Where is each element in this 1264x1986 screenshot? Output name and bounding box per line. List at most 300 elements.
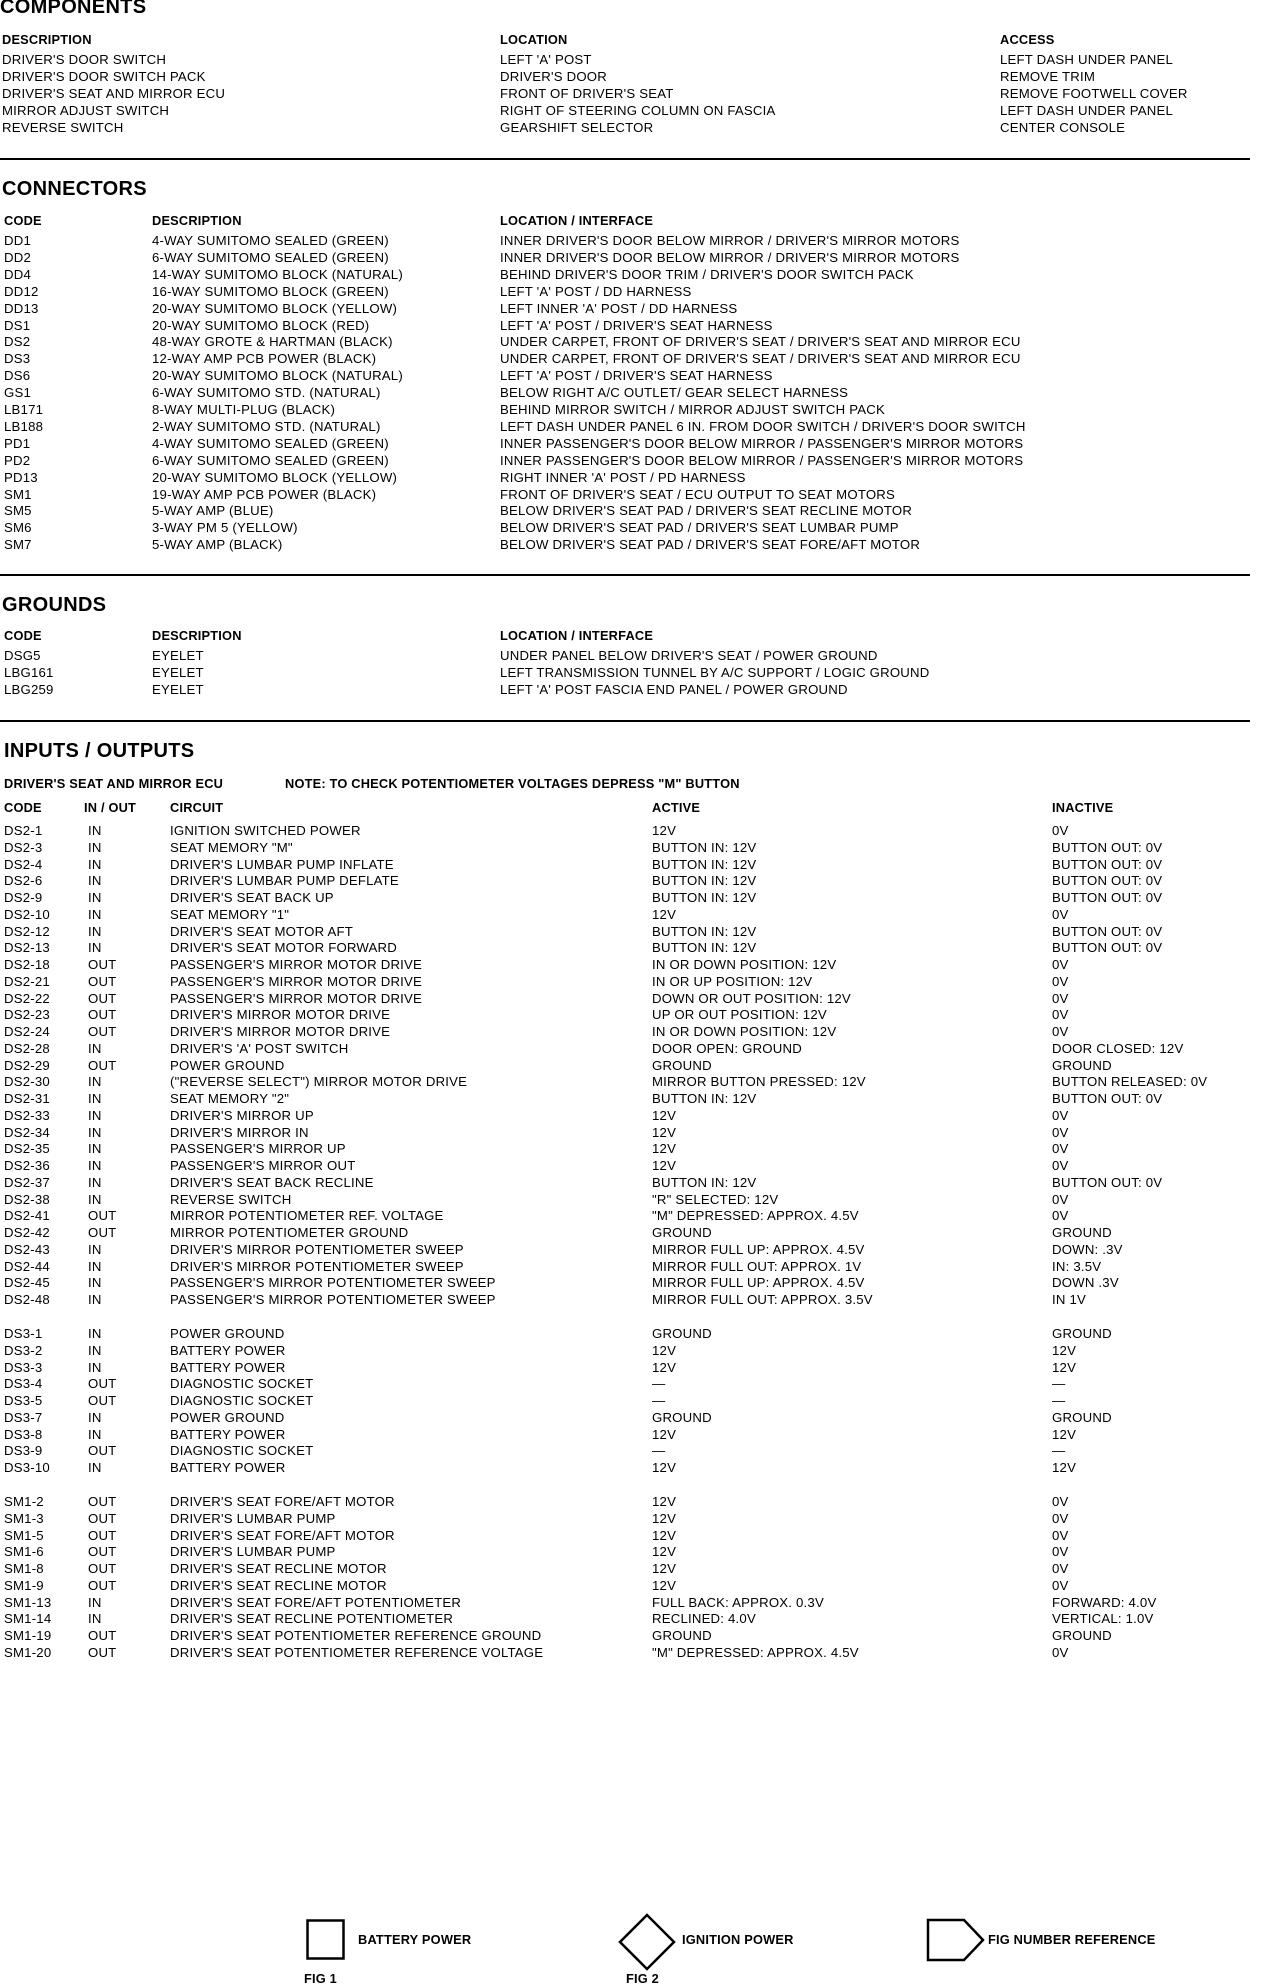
- io-active: IN OR UP POSITION: 12V: [652, 973, 813, 989]
- connector-location: LEFT 'A' POST / DRIVER'S SEAT HARNESS: [500, 368, 773, 384]
- connectors-header-description: DESCRIPTION: [152, 213, 242, 228]
- connector-code: GS1: [4, 385, 31, 401]
- io-code: DS2-18: [4, 957, 50, 972]
- connector-description: 4-WAY SUMITOMO SEALED (GREEN): [152, 435, 389, 451]
- connector-description: 20-WAY SUMITOMO BLOCK (RED): [152, 317, 370, 333]
- components-row-description: DRIVER'S DOOR SWITCH PACK: [2, 68, 206, 84]
- io-inout: OUT: [88, 1544, 117, 1560]
- io-code: DS2-45: [4, 1275, 50, 1291]
- io-inactive: 0V: [1052, 1208, 1069, 1224]
- io-inactive: —: [1052, 1443, 1066, 1459]
- io-circuit: DIAGNOSTIC SOCKET: [170, 1443, 314, 1459]
- io-inout: IN: [88, 1241, 102, 1257]
- connector-code: DD4: [4, 266, 31, 282]
- io-inactive: 0V: [1052, 1007, 1069, 1023]
- io-header-inactive: INACTIVE: [1052, 800, 1114, 815]
- io-inout: OUT: [88, 1527, 117, 1543]
- connector-location: UNDER CARPET, FRONT OF DRIVER'S SEAT / DRIVER'S SEAT AND MIRROR ECU: [500, 334, 1021, 350]
- io-inactive: IN 1V: [1052, 1292, 1086, 1307]
- io-code: SM1-19: [4, 1628, 52, 1643]
- io-inout: IN: [88, 1409, 102, 1425]
- diamond-icon: [618, 1913, 676, 1971]
- io-inout: OUT: [88, 1208, 117, 1224]
- io-inactive: 0V: [1052, 1191, 1069, 1207]
- legend-fig-number-reference-label: FIG NUMBER REFERENCE: [988, 1932, 1156, 1947]
- io-inactive: 0V: [1052, 1577, 1069, 1593]
- connector-code: SM1: [4, 486, 32, 502]
- io-circuit: DRIVER'S LUMBAR PUMP DEFLATE: [170, 873, 399, 889]
- io-inactive: 12V: [1052, 1426, 1077, 1442]
- io-inout: IN: [88, 1594, 102, 1610]
- ground-code: LBG161: [4, 664, 54, 680]
- io-code: SM1-9: [4, 1577, 44, 1593]
- connector-description: 20-WAY SUMITOMO BLOCK (YELLOW): [152, 469, 398, 485]
- io-inout: IN: [88, 839, 102, 855]
- components-header-location: LOCATION: [500, 32, 568, 47]
- components-row-description: DRIVER'S DOOR SWITCH: [2, 52, 167, 67]
- io-code: SM1-3: [4, 1510, 44, 1526]
- io-inout: OUT: [88, 1443, 117, 1459]
- connector-location: LEFT DASH UNDER PANEL 6 IN. FROM DOOR SWITCH / DRIVER'S DOOR SWITCH: [500, 418, 1026, 434]
- io-inout: IN: [88, 1107, 102, 1123]
- io-inactive: 0V: [1052, 990, 1069, 1006]
- io-inout: IN: [88, 1611, 102, 1627]
- connector-description: 48-WAY GROTE & HARTMAN (BLACK): [152, 334, 393, 350]
- io-circuit: DRIVER'S SEAT RECLINE MOTOR: [170, 1577, 387, 1593]
- connector-code: DD13: [4, 300, 39, 316]
- io-code: DS3-10: [4, 1460, 50, 1475]
- io-header-code: CODE: [4, 800, 42, 815]
- io-inactive: BUTTON RELEASED: 0V: [1052, 1074, 1208, 1090]
- connector-description: 12-WAY AMP PCB POWER (BLACK): [152, 351, 377, 367]
- connector-location: LEFT 'A' POST / DD HARNESS: [500, 283, 692, 299]
- io-header-active: ACTIVE: [652, 800, 701, 815]
- io-code: DS2-48: [4, 1292, 50, 1307]
- io-circuit: DRIVER'S LUMBAR PUMP: [170, 1544, 336, 1560]
- io-inout: OUT: [88, 1024, 117, 1039]
- io-active: —: [652, 1393, 666, 1408]
- io-code: DS2-23: [4, 1007, 50, 1023]
- io-inout: IN: [88, 923, 102, 939]
- io-active: GROUND: [652, 1326, 712, 1341]
- io-inout: OUT: [88, 1628, 117, 1643]
- io-active: 12V: [652, 1141, 677, 1157]
- io-active: MIRROR FULL UP: APPROX. 4.5V: [652, 1241, 865, 1257]
- io-inout: OUT: [88, 1376, 117, 1392]
- io-circuit: BATTERY POWER: [170, 1460, 286, 1475]
- io-inout: IN: [88, 1275, 102, 1291]
- io-inactive: GROUND: [1052, 1057, 1112, 1073]
- io-inout: OUT: [88, 1057, 117, 1073]
- io-inactive: 0V: [1052, 1510, 1069, 1526]
- io-circuit: ("REVERSE SELECT") MIRROR MOTOR DRIVE: [170, 1074, 468, 1090]
- io-circuit: DRIVER'S SEAT BACK UP: [170, 890, 334, 905]
- io-circuit: DRIVER'S MIRROR POTENTIOMETER SWEEP: [170, 1258, 464, 1274]
- io-inactive: BUTTON OUT: 0V: [1052, 923, 1163, 939]
- io-active: MIRROR FULL OUT: APPROX. 1V: [652, 1258, 862, 1274]
- io-active: —: [652, 1443, 666, 1459]
- io-header-inout: IN / OUT: [84, 800, 137, 815]
- connector-location: BELOW DRIVER'S SEAT PAD / DRIVER'S SEAT RECLINE MOTOR: [500, 503, 913, 519]
- io-code: DS2-9: [4, 890, 43, 905]
- io-inout: OUT: [88, 1577, 117, 1593]
- io-code: DS2-43: [4, 1241, 50, 1257]
- ground-location: LEFT 'A' POST FASCIA END PANEL / POWER GROUND: [500, 681, 848, 697]
- connector-description: 6-WAY SUMITOMO SEALED (GREEN): [152, 249, 389, 265]
- components-header-description: DESCRIPTION: [2, 32, 92, 47]
- io-inactive: DOOR CLOSED: 12V: [1052, 1040, 1184, 1056]
- io-active: 12V: [652, 823, 677, 838]
- connector-location: LEFT INNER 'A' POST / DD HARNESS: [500, 300, 738, 316]
- io-circuit: SEAT MEMORY "2": [170, 1091, 290, 1106]
- io-inout: OUT: [88, 1644, 117, 1660]
- connector-description: 2-WAY SUMITOMO STD. (NATURAL): [152, 418, 381, 434]
- io-inout: IN: [88, 1258, 102, 1274]
- connector-description: 5-WAY AMP (BLUE): [152, 503, 274, 519]
- io-code: DS3-5: [4, 1393, 43, 1408]
- io-active: GROUND: [652, 1628, 712, 1643]
- io-inout: IN: [88, 1158, 102, 1173]
- connectors-header-code: CODE: [4, 213, 42, 228]
- connector-code: DS2: [4, 334, 31, 350]
- connector-description: 20-WAY SUMITOMO BLOCK (NATURAL): [152, 368, 403, 384]
- io-inactive: 0V: [1052, 1124, 1069, 1140]
- io-code: DS2-44: [4, 1258, 50, 1274]
- grounds-header-location: LOCATION / INTERFACE: [500, 628, 654, 643]
- io-code: DS2-35: [4, 1141, 50, 1157]
- io-inout: OUT: [88, 1494, 117, 1509]
- io-inactive: GROUND: [1052, 1628, 1112, 1643]
- io-code: DS2-12: [4, 923, 50, 939]
- io-active: BUTTON IN: 12V: [652, 1174, 757, 1190]
- square-icon: [306, 1919, 346, 1961]
- io-circuit: PASSENGER'S MIRROR OUT: [170, 1158, 356, 1173]
- io-active: "M" DEPRESSED: APPROX. 4.5V: [652, 1644, 859, 1660]
- connector-description: 5-WAY AMP (BLACK): [152, 537, 283, 553]
- io-inout: IN: [88, 1124, 102, 1140]
- io-active: BUTTON IN: 12V: [652, 940, 757, 956]
- io-active: UP OR OUT POSITION: 12V: [652, 1007, 827, 1023]
- io-inactive: BUTTON OUT: 0V: [1052, 839, 1163, 855]
- connector-location: RIGHT INNER 'A' POST / PD HARNESS: [500, 469, 746, 485]
- connector-location: INNER PASSENGER'S DOOR BELOW MIRROR / PASSENGER'S MIRROR MOTORS: [500, 435, 1024, 451]
- io-inactive: 0V: [1052, 1527, 1069, 1543]
- io-circuit: DRIVER'S MIRROR MOTOR DRIVE: [170, 1007, 391, 1023]
- ground-location: UNDER PANEL BELOW DRIVER'S SEAT / POWER GROUND: [500, 648, 878, 663]
- io-inactive: BUTTON OUT: 0V: [1052, 940, 1163, 956]
- components-row-location: DRIVER'S DOOR: [500, 68, 607, 84]
- components-row-location: FRONT OF DRIVER'S SEAT: [500, 85, 674, 101]
- io-circuit: PASSENGER'S MIRROR POTENTIOMETER SWEEP: [170, 1275, 496, 1291]
- io-code: DS2-42: [4, 1225, 50, 1240]
- connector-code: DD1: [4, 233, 31, 248]
- io-active: 12V: [652, 1460, 677, 1475]
- io-active: 12V: [652, 1426, 677, 1442]
- io-inactive: GROUND: [1052, 1326, 1112, 1341]
- io-circuit: BATTERY POWER: [170, 1342, 286, 1358]
- io-inout: IN: [88, 1174, 102, 1190]
- io-code: SM1-6: [4, 1544, 44, 1560]
- io-inactive: 0V: [1052, 1561, 1069, 1576]
- io-active: 12V: [652, 1359, 677, 1375]
- ground-description: EYELET: [152, 648, 204, 663]
- io-inout: IN: [88, 1426, 102, 1442]
- connector-code: DS3: [4, 351, 31, 367]
- io-circuit: BATTERY POWER: [170, 1359, 286, 1375]
- io-active: BUTTON IN: 12V: [652, 839, 757, 855]
- pentagon-arrow-icon: [926, 1918, 986, 1962]
- io-code: SM1-20: [4, 1644, 52, 1660]
- io-inactive: GROUND: [1052, 1225, 1112, 1240]
- io-code: DS3-3: [4, 1359, 43, 1375]
- io-active: 12V: [652, 1124, 677, 1140]
- io-code: DS3-4: [4, 1376, 43, 1392]
- io-inactive: 0V: [1052, 957, 1069, 972]
- io-active: BUTTON IN: 12V: [652, 1091, 757, 1106]
- io-active: 12V: [652, 1577, 677, 1593]
- io-code: DS2-13: [4, 940, 50, 956]
- ground-code: LBG259: [4, 681, 54, 697]
- io-circuit: DRIVER'S SEAT RECLINE MOTOR: [170, 1561, 387, 1576]
- connector-description: 19-WAY AMP PCB POWER (BLACK): [152, 486, 377, 502]
- io-active: 12V: [652, 1158, 677, 1173]
- connector-code: DD2: [4, 249, 31, 265]
- connector-location: INNER DRIVER'S DOOR BELOW MIRROR / DRIVER'S MIRROR MOTORS: [500, 233, 960, 248]
- io-active: IN OR DOWN POSITION: 12V: [652, 1024, 837, 1039]
- io-circuit: POWER GROUND: [170, 1409, 285, 1425]
- io-inactive: GROUND: [1052, 1409, 1112, 1425]
- components-header-access: ACCESS: [1000, 32, 1055, 47]
- io-circuit: DRIVER'S SEAT POTENTIOMETER REFERENCE GROUND: [170, 1628, 542, 1643]
- components-row-access: REMOVE FOOTWELL COVER: [1000, 85, 1188, 101]
- io-active: BUTTON IN: 12V: [652, 923, 757, 939]
- io-circuit: DIAGNOSTIC SOCKET: [170, 1376, 314, 1392]
- connector-location: LEFT 'A' POST / DRIVER'S SEAT HARNESS: [500, 317, 773, 333]
- io-inout: IN: [88, 1040, 102, 1056]
- io-active: 12V: [652, 1561, 677, 1576]
- connector-description: 6-WAY SUMITOMO SEALED (GREEN): [152, 452, 389, 468]
- io-code: DS2-24: [4, 1024, 50, 1039]
- io-active: DOWN OR OUT POSITION: 12V: [652, 990, 851, 1006]
- io-active: BUTTON IN: 12V: [652, 890, 757, 905]
- components-title: COMPONENTS: [0, 0, 147, 18]
- io-inactive: IN: 3.5V: [1052, 1258, 1102, 1274]
- io-code: SM1-13: [4, 1594, 52, 1610]
- connector-code: DD12: [4, 283, 39, 299]
- io-circuit: DRIVER'S SEAT MOTOR FORWARD: [170, 940, 397, 956]
- ground-code: DSG5: [4, 648, 41, 663]
- io-code: DS2-10: [4, 906, 50, 922]
- io-active: 12V: [652, 1342, 677, 1358]
- io-inout: IN: [88, 823, 102, 838]
- io-inout: OUT: [88, 1510, 117, 1526]
- io-active: —: [652, 1376, 666, 1392]
- io-inactive: DOWN .3V: [1052, 1275, 1119, 1291]
- components-row-access: LEFT DASH UNDER PANEL: [1000, 102, 1173, 118]
- connector-description: 16-WAY SUMITOMO BLOCK (GREEN): [152, 283, 389, 299]
- io-circuit: DRIVER'S SEAT FORE/AFT POTENTIOMETER: [170, 1594, 462, 1610]
- io-inout: OUT: [88, 957, 117, 972]
- io-active: 12V: [652, 1494, 677, 1509]
- components-row-description: REVERSE SWITCH: [2, 119, 124, 135]
- io-code: DS2-3: [4, 839, 43, 855]
- io-active: GROUND: [652, 1409, 712, 1425]
- io-inout: IN: [88, 1141, 102, 1157]
- io-code: DS2-4: [4, 856, 43, 872]
- io-circuit: DRIVER'S SEAT MOTOR AFT: [170, 923, 353, 939]
- connector-location: UNDER CARPET, FRONT OF DRIVER'S SEAT / DRIVER'S SEAT AND MIRROR ECU: [500, 351, 1021, 367]
- io-code: SM1-5: [4, 1527, 44, 1543]
- section-divider: [0, 720, 1250, 722]
- io-inactive: 0V: [1052, 1141, 1069, 1157]
- io-code: DS2-28: [4, 1040, 50, 1056]
- io-circuit: REVERSE SWITCH: [170, 1191, 292, 1207]
- connectors-title: CONNECTORS: [2, 178, 147, 200]
- io-code: DS3-2: [4, 1342, 43, 1358]
- io-active: RECLINED: 4.0V: [652, 1611, 756, 1627]
- connector-location: BELOW DRIVER'S SEAT PAD / DRIVER'S SEAT LUMBAR PUMP: [500, 520, 899, 536]
- io-inactive: —: [1052, 1393, 1066, 1408]
- io-inout: IN: [88, 890, 102, 905]
- connector-code: SM5: [4, 503, 32, 519]
- io-inout: IN: [88, 1460, 102, 1475]
- io-code: DS2-21: [4, 973, 50, 989]
- io-inout: OUT: [88, 1225, 117, 1240]
- io-code: DS2-33: [4, 1107, 50, 1123]
- io-active: GROUND: [652, 1057, 712, 1073]
- legend-fig-2: FIG 2: [626, 1971, 659, 1986]
- io-circuit: DRIVER'S 'A' POST SWITCH: [170, 1040, 349, 1056]
- io-code: DS3-8: [4, 1426, 43, 1442]
- io-circuit: IGNITION SWITCHED POWER: [170, 823, 361, 838]
- connectors-header-location: LOCATION / INTERFACE: [500, 213, 654, 228]
- io-circuit: DRIVER'S SEAT BACK RECLINE: [170, 1174, 374, 1190]
- connector-description: 14-WAY SUMITOMO BLOCK (NATURAL): [152, 266, 403, 282]
- io-inout: OUT: [88, 973, 117, 989]
- connector-location: BELOW RIGHT A/C OUTLET/ GEAR SELECT HARNESS: [500, 385, 849, 401]
- legend-fig-1: FIG 1: [304, 1971, 337, 1986]
- ground-description: EYELET: [152, 681, 204, 697]
- connector-code: PD13: [4, 469, 38, 485]
- io-inout: OUT: [88, 1393, 117, 1408]
- connector-code: DS6: [4, 368, 31, 384]
- io-active: MIRROR BUTTON PRESSED: 12V: [652, 1074, 866, 1090]
- io-active: GROUND: [652, 1225, 712, 1240]
- io-inout: IN: [88, 1191, 102, 1207]
- io-active: 12V: [652, 1544, 677, 1560]
- io-inactive: BUTTON OUT: 0V: [1052, 873, 1163, 889]
- io-inactive: 0V: [1052, 1644, 1069, 1660]
- io-active: 12V: [652, 1107, 677, 1123]
- connector-location: INNER PASSENGER'S DOOR BELOW MIRROR / PASSENGER'S MIRROR MOTORS: [500, 452, 1024, 468]
- io-circuit: DRIVER'S LUMBAR PUMP: [170, 1510, 336, 1526]
- io-code: DS2-41: [4, 1208, 50, 1224]
- io-inactive: 12V: [1052, 1359, 1077, 1375]
- io-inactive: 0V: [1052, 973, 1069, 989]
- connector-code: SM7: [4, 537, 32, 553]
- grounds-header-description: DESCRIPTION: [152, 628, 242, 643]
- io-circuit: PASSENGER'S MIRROR MOTOR DRIVE: [170, 957, 423, 972]
- connector-description: 8-WAY MULTI-PLUG (BLACK): [152, 402, 336, 417]
- components-row-location: LEFT 'A' POST: [500, 52, 592, 67]
- io-circuit: DIAGNOSTIC SOCKET: [170, 1393, 314, 1408]
- io-inout: IN: [88, 1359, 102, 1375]
- connector-code: SM6: [4, 520, 32, 536]
- connector-code: PD1: [4, 435, 31, 451]
- io-code: DS2-38: [4, 1191, 50, 1207]
- io-inactive: VERTICAL: 1.0V: [1052, 1611, 1154, 1627]
- io-code: DS2-6: [4, 873, 43, 889]
- io-active: "R" SELECTED: 12V: [652, 1191, 779, 1207]
- components-row-location: GEARSHIFT SELECTOR: [500, 119, 654, 135]
- connector-description: 6-WAY SUMITOMO STD. (NATURAL): [152, 385, 381, 401]
- io-active: "M" DEPRESSED: APPROX. 4.5V: [652, 1208, 859, 1224]
- io-code: DS2-1: [4, 823, 43, 838]
- connector-location: INNER DRIVER'S DOOR BELOW MIRROR / DRIVER'S MIRROR MOTORS: [500, 249, 960, 265]
- components-row-location: RIGHT OF STEERING COLUMN ON FASCIA: [500, 102, 776, 118]
- io-active: FULL BACK: APPROX. 0.3V: [652, 1594, 824, 1610]
- io-title: INPUTS / OUTPUTS: [4, 740, 195, 762]
- components-row-access: CENTER CONSOLE: [1000, 119, 1126, 135]
- connector-code: LB188: [4, 418, 44, 434]
- io-inout: OUT: [88, 1561, 117, 1576]
- io-circuit: DRIVER'S SEAT FORE/AFT MOTOR: [170, 1494, 395, 1509]
- io-inactive: BUTTON OUT: 0V: [1052, 1091, 1163, 1106]
- ground-location: LEFT TRANSMISSION TUNNEL BY A/C SUPPORT / LOGIC GROUND: [500, 664, 930, 680]
- io-inactive: 0V: [1052, 1544, 1069, 1560]
- io-code: DS2-31: [4, 1091, 50, 1106]
- io-inactive: BUTTON OUT: 0V: [1052, 856, 1163, 872]
- connector-code: DS1: [4, 317, 31, 333]
- io-circuit: DRIVER'S LUMBAR PUMP INFLATE: [170, 856, 394, 872]
- ground-description: EYELET: [152, 664, 204, 680]
- io-inout: IN: [88, 873, 102, 889]
- io-circuit: SEAT MEMORY "M": [170, 839, 293, 855]
- io-inactive: BUTTON OUT: 0V: [1052, 1174, 1163, 1190]
- io-active: 12V: [652, 1510, 677, 1526]
- io-inactive: 0V: [1052, 1024, 1069, 1039]
- io-code: DS2-34: [4, 1124, 50, 1140]
- io-circuit: DRIVER'S SEAT RECLINE POTENTIOMETER: [170, 1611, 454, 1627]
- io-circuit: POWER GROUND: [170, 1326, 285, 1341]
- io-inactive: 0V: [1052, 1158, 1069, 1173]
- io-circuit: MIRROR POTENTIOMETER GROUND: [170, 1225, 409, 1240]
- io-code: DS2-36: [4, 1158, 50, 1173]
- io-inout: IN: [88, 1342, 102, 1358]
- io-circuit: DRIVER'S MIRROR POTENTIOMETER SWEEP: [170, 1241, 464, 1257]
- io-inactive: 0V: [1052, 1494, 1069, 1509]
- grounds-title: GROUNDS: [2, 594, 107, 616]
- connector-description: 4-WAY SUMITOMO SEALED (GREEN): [152, 233, 389, 248]
- io-code: DS3-9: [4, 1443, 43, 1459]
- grounds-header-code: CODE: [4, 628, 42, 643]
- section-divider: [0, 574, 1250, 576]
- legend-ignition-power-label: IGNITION POWER: [682, 1932, 794, 1947]
- connector-location: FRONT OF DRIVER'S SEAT / ECU OUTPUT TO SEAT MOTORS: [500, 486, 896, 502]
- io-active: IN OR DOWN POSITION: 12V: [652, 957, 837, 972]
- io-inout: IN: [88, 1326, 102, 1341]
- io-code: SM1-14: [4, 1611, 52, 1627]
- io-inactive: 0V: [1052, 823, 1069, 838]
- io-inout: IN: [88, 940, 102, 956]
- io-inout: OUT: [88, 1007, 117, 1023]
- io-active: MIRROR FULL OUT: APPROX. 3.5V: [652, 1292, 873, 1307]
- connector-description: 20-WAY SUMITOMO BLOCK (YELLOW): [152, 300, 398, 316]
- io-inout: IN: [88, 1292, 102, 1307]
- io-note: NOTE: TO CHECK POTENTIOMETER VOLTAGES DEPRESS "M" BUTTON: [285, 776, 740, 791]
- io-inout: OUT: [88, 990, 117, 1006]
- io-circuit: DRIVER'S SEAT FORE/AFT MOTOR: [170, 1527, 395, 1543]
